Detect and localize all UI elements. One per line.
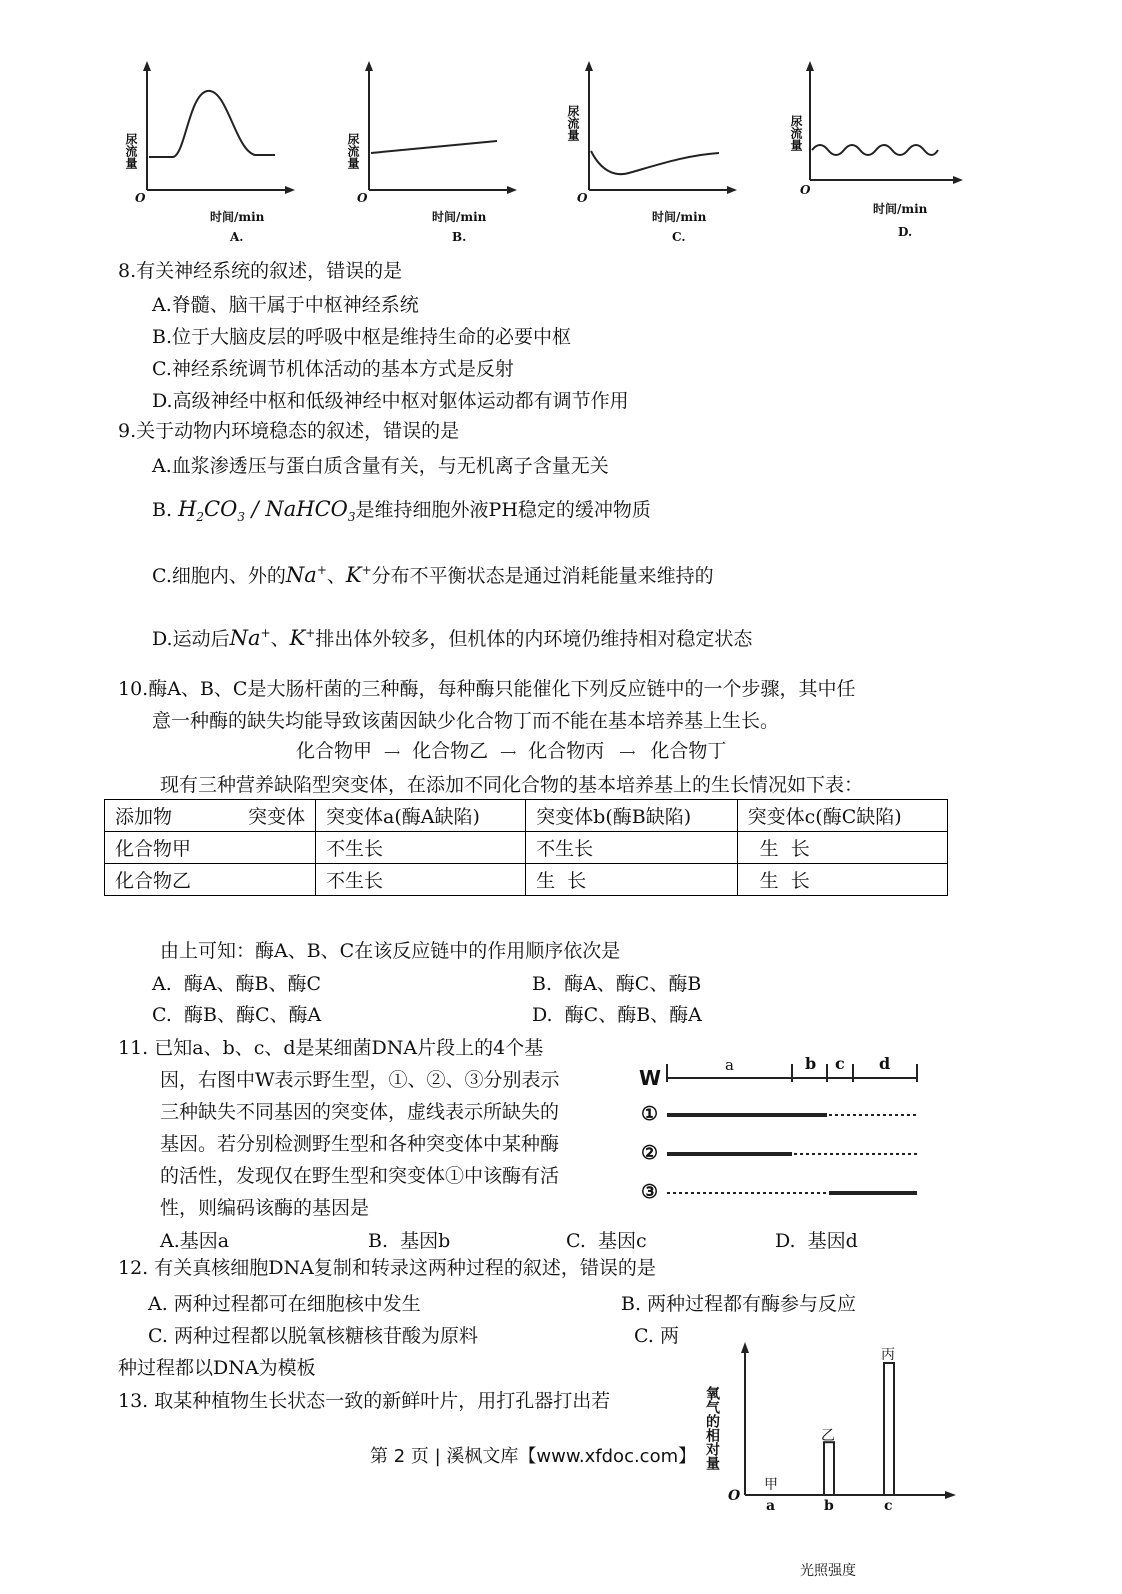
chain-arrow-icon: ⟶ [619, 745, 636, 759]
table-cell: 不生长 [526, 832, 737, 864]
q11-line: 11. 已知a、b、c、d是某细菌DNA片段上的4个基 [118, 1037, 544, 1059]
q9-b-formula [178, 497, 356, 525]
formula-sub-3: 3 [237, 510, 245, 525]
graph-b-axes [337, 55, 567, 255]
chain-compound-jia: 化合物甲 [296, 740, 373, 762]
table-row-label: 化合物乙 [105, 864, 316, 896]
gene-a-label: a [725, 1056, 734, 1074]
gene-b-label: b [805, 1054, 817, 1073]
q8-stem: 8.有关神经系统的叙述，错误的是 [118, 260, 403, 282]
graph-d-curve [812, 145, 938, 155]
q8-option-b: B.位于大脑皮层的呼吸中枢是维持生命的必要中枢 [152, 326, 572, 348]
q9-d-suffix: 排出体外较多，但机体的内环境仍维持相对稳定状态 [315, 628, 753, 650]
table-cell: 生 长 [737, 864, 947, 896]
q12-option-a: A. 两种过程都可在细胞核中发生 [148, 1293, 421, 1315]
gene-deletion-diagram [635, 1042, 930, 1212]
q9-option-b [152, 495, 651, 524]
q12-stem: 12. 有关真核细胞DNA复制和转录这两种过程的叙述，错误的是 [118, 1257, 656, 1279]
q11-line: 因，右图中W表示野生型，①、②、③分别表示 [160, 1069, 560, 1091]
table-cell: 不生长 [316, 864, 526, 896]
q9-d-mid: 、 [270, 628, 290, 650]
chain-arrow-icon: ⟶ [384, 745, 400, 759]
oxygen-chart-svg [700, 1338, 970, 1588]
q11-line: 基因。若分别检测野生型和各种突变体中某种酶 [160, 1133, 560, 1155]
oxygen-tick-a: a [766, 1498, 776, 1514]
graph-b-origin: O [357, 191, 368, 205]
q12-option-b: B. 两种过程都有酶参与反应 [621, 1293, 857, 1315]
q9-d-k [290, 626, 316, 650]
q9-c-k [346, 563, 372, 587]
formula-h: H [178, 497, 197, 521]
graph-d-ylabel: 尿流量 [789, 115, 803, 151]
q10-stem-line1: 10.酶A、B、C是大肠杆菌的三种酶，每种酶只能催化下列反应链中的一个步骤，其中任 [118, 678, 856, 700]
q8-option-a: A.脊髓、脑干属于中枢神经系统 [152, 294, 419, 316]
oxygen-xlabel: 光照强度 [800, 1563, 856, 1579]
q12-option-c: C. 两种过程都以脱氧核糖核苷酸为原料 [148, 1325, 478, 1347]
table-row [105, 864, 948, 896]
graph-b-xlabel: 时间/min [432, 210, 487, 224]
oxygen-bar-b [824, 1442, 834, 1495]
q10-option-a: A. 酶A、酶B、酶C [152, 973, 322, 995]
graph-d-xlabel: 时间/min [873, 202, 928, 216]
graph-a-curve [149, 91, 275, 157]
table-cell: 生 长 [526, 864, 737, 896]
q12-option-d-start: C. 两 [634, 1325, 679, 1347]
graph-c-origin: O [577, 191, 588, 205]
gene-c-label: c [835, 1054, 845, 1073]
table-cell: 生 长 [737, 832, 947, 864]
graph-a-origin: O [135, 191, 146, 205]
q9-d-na [230, 626, 271, 650]
graph-a-axes [115, 55, 345, 255]
q10-stem-line2: 意一种酶的缺失均能导致该菌因缺少化合物丁而不能在基本培养基上生长。 [152, 710, 780, 732]
table-row [105, 832, 948, 864]
chain-compound-ding: 化合物丁 [650, 740, 727, 762]
graph-c [557, 55, 787, 255]
oxygen-origin: O [728, 1488, 741, 1504]
ion-k: K [345, 563, 362, 587]
q10-option-d: D. 酶C、酶B、酶A [532, 1004, 702, 1026]
table-cell: 不生长 [316, 832, 526, 864]
graph-b-letter: B. [452, 230, 467, 244]
q9-c-mid: 、 [326, 565, 346, 587]
oxygen-bar-label-jia: 甲 [764, 1477, 778, 1493]
table-corner-cell [105, 800, 316, 832]
q9-b-prefix: B. [152, 499, 173, 521]
q11-option-b: B. 基因b [368, 1230, 451, 1252]
q9-c-suffix: 分布不平衡状态是通过消耗能量来维持的 [371, 565, 714, 587]
q9-stem: 9.关于动物内环境稳态的叙述，错误的是 [118, 420, 460, 442]
q11-option-a: A.基因a [160, 1230, 230, 1252]
oxygen-bar-label-bing: 丙 [881, 1347, 895, 1363]
q9-d-prefix: D.运动后 [152, 628, 230, 650]
q9-c-na [286, 563, 327, 587]
mutant-2-label: ② [641, 1142, 659, 1164]
graph-a-xlabel: 时间/min [210, 210, 265, 224]
q10-intro: 现有三种营养缺陷型突变体，在添加不同化合物的基本培养基上的生长情况如下表： [160, 774, 864, 796]
q9-c-prefix: C.细胞内、外的 [152, 565, 286, 587]
q13-stem: 13. 取某种植物生长状态一致的新鲜叶片，用打孔器打出若 [118, 1390, 611, 1412]
graph-c-curve [591, 151, 719, 174]
graph-b [337, 55, 567, 255]
oxygen-ylabel: 氧气的相对量 [704, 1386, 720, 1470]
graph-a [115, 55, 345, 255]
q9-option-a: A.血浆渗透压与蛋白质含量有关，与无机离子含量无关 [152, 455, 609, 477]
corner-right-label: 突变体 [247, 806, 305, 828]
ion-na: Na [229, 626, 261, 650]
gene-d-label: d [879, 1054, 891, 1073]
q9-option-d [152, 624, 752, 651]
table-header-row [105, 800, 948, 832]
ion-na-charge: + [260, 626, 271, 640]
q11-line: 三种缺失不同基因的突变体，虚线表示所缺失的 [160, 1101, 560, 1123]
formula-nahco: / NaHCO [244, 497, 348, 521]
mutant-1-label: ① [641, 1103, 659, 1125]
oxygen-bar-c [884, 1363, 894, 1495]
graph-a-ylabel: 尿流量 [124, 133, 138, 169]
q10-option-b: B. 酶A、酶C、酶B [532, 973, 702, 995]
q12-option-d-cont: 种过程都以DNA为模板 [118, 1357, 316, 1379]
oxygen-bar-label-yi: 乙 [821, 1428, 835, 1444]
oxygen-tick-c: c [884, 1498, 893, 1514]
q11-option-c: C. 基因c [566, 1230, 647, 1252]
graph-b-ylabel: 尿流量 [346, 133, 360, 169]
q10-option-c: C. 酶B、酶C、酶A [152, 1004, 322, 1026]
oxygen-bar-chart [700, 1338, 970, 1588]
ion-k-charge: + [361, 563, 372, 577]
formula-co: CO [204, 497, 238, 521]
page-footer: 第 2 页 | 溪枫文库【www.xfdoc.com】 [370, 1446, 697, 1467]
mutant-table [104, 799, 948, 896]
q10-chain [296, 736, 726, 763]
chain-arrow-icon: ⟶ [500, 745, 517, 759]
table-header: 突变体c(酶C缺陷) [737, 800, 947, 832]
graph-d-axes [778, 55, 1008, 255]
q8-option-c: C.神经系统调节机体活动的基本方式是反射 [152, 358, 514, 380]
graph-d-origin: O [800, 183, 811, 197]
formula-sub-3b: 3 [347, 510, 356, 525]
q8-option-d: D.高级神经中枢和低级神经中枢对躯体运动都有调节作用 [152, 390, 629, 412]
graph-d-letter: D. [898, 225, 913, 239]
ion-k: K [289, 626, 306, 650]
wild-type-label: W [639, 1066, 662, 1090]
graph-a-letter: A. [230, 230, 244, 244]
q9-b-suffix: 是维持细胞外液PH稳定的缓冲物质 [355, 499, 651, 521]
graph-b-curve [371, 141, 497, 153]
graph-d [778, 55, 1008, 255]
ion-k-charge: + [305, 626, 316, 640]
ion-na-charge: + [316, 563, 327, 577]
graph-c-ylabel: 尿流量 [566, 105, 580, 141]
chain-compound-bing: 化合物丙 [528, 740, 605, 762]
table-row-label: 化合物甲 [105, 832, 316, 864]
graph-c-letter: C. [672, 230, 686, 244]
q11-option-d: D. 基因d [775, 1230, 858, 1252]
graph-c-xlabel: 时间/min [652, 210, 707, 224]
oxygen-tick-b: b [824, 1498, 834, 1514]
formula-sub-2: 2 [196, 510, 205, 525]
q11-line: 的活性，发现仅在野生型和突变体①中该酶有活 [160, 1165, 560, 1187]
chain-compound-yi: 化合物乙 [412, 740, 489, 762]
mutant-3-label: ③ [641, 1181, 659, 1203]
table-header: 突变体b(酶B缺陷) [526, 800, 737, 832]
ion-na: Na [285, 563, 317, 587]
q11-line: 性，则编码该酶的基因是 [160, 1197, 370, 1219]
table-header: 突变体a(酶A缺陷) [316, 800, 526, 832]
q9-option-c [152, 561, 714, 588]
q10-conclusion: 由上可知：酶A、B、C在该反应链中的作用顺序依次是 [160, 940, 621, 962]
corner-left-label: 添加物 [115, 806, 173, 828]
graph-c-axes [557, 55, 787, 255]
